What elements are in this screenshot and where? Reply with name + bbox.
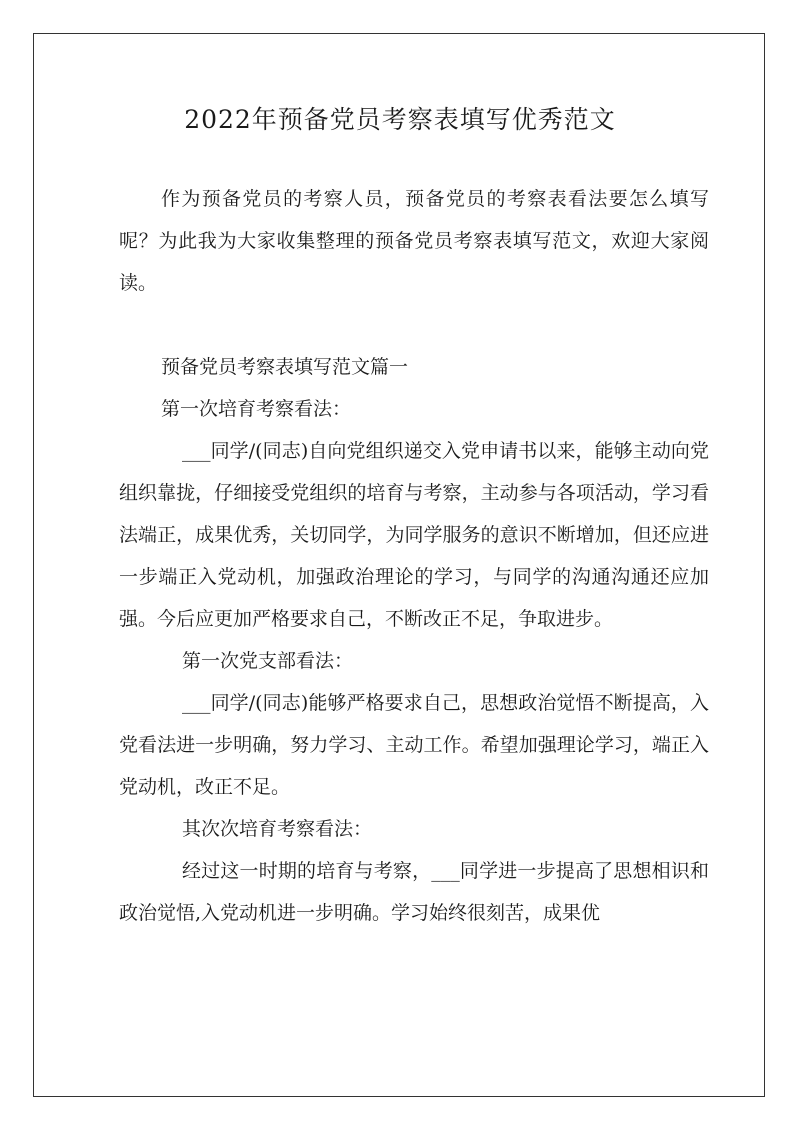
intro-paragraph: 作为预备党员的考察人员，预备党员的考察表看法要怎么填写呢？为此我为大家收集整理的预备党员考察表填写范文，欢迎大家阅读。 [119, 188, 709, 294]
heading-second-cultivation: 其次次培育考察看法： [182, 818, 373, 840]
spacer [119, 304, 709, 346]
heading-first-branch: 第一次党支部看法： [182, 650, 354, 672]
heading-first-cultivation: 第一次培育考察看法： [161, 398, 352, 420]
section-title: 预备党员考察表填写范文篇一 [161, 356, 409, 378]
paragraph-second-cultivation: 经过这一时期的培育与考察，___同学进一步提高了思想相识和政治觉悟,入党动机进一步明确。学习始终很刻苦，成果优 [119, 860, 709, 924]
document-body [119, 178, 709, 934]
paragraph-first-branch: ___同学/(同志)能够严格要求自己，思想政治觉悟不断提高，入党看法进一步明确，努力学习、主动工作。希望加强理论学习，端正入党动机，改正不足。 [119, 692, 709, 798]
document-title: 2022年预备党员考察表填写优秀范文 [184, 105, 616, 134]
paragraph-first-cultivation: ___同学/(同志)自向党组织递交入党申请书以来，能够主动向党组织靠拢，仔细接受党组织的培育与考察，主动参与各项活动，学习看法端正，成果优秀，关切同学，为同学服务的意识不断增加，但还应进一步端正入党动机，加强政治理论的学习，与同学的沟通沟通还应加强。今后应更加严格要求自己，不断改正不足，争取进步。 [119, 440, 709, 630]
